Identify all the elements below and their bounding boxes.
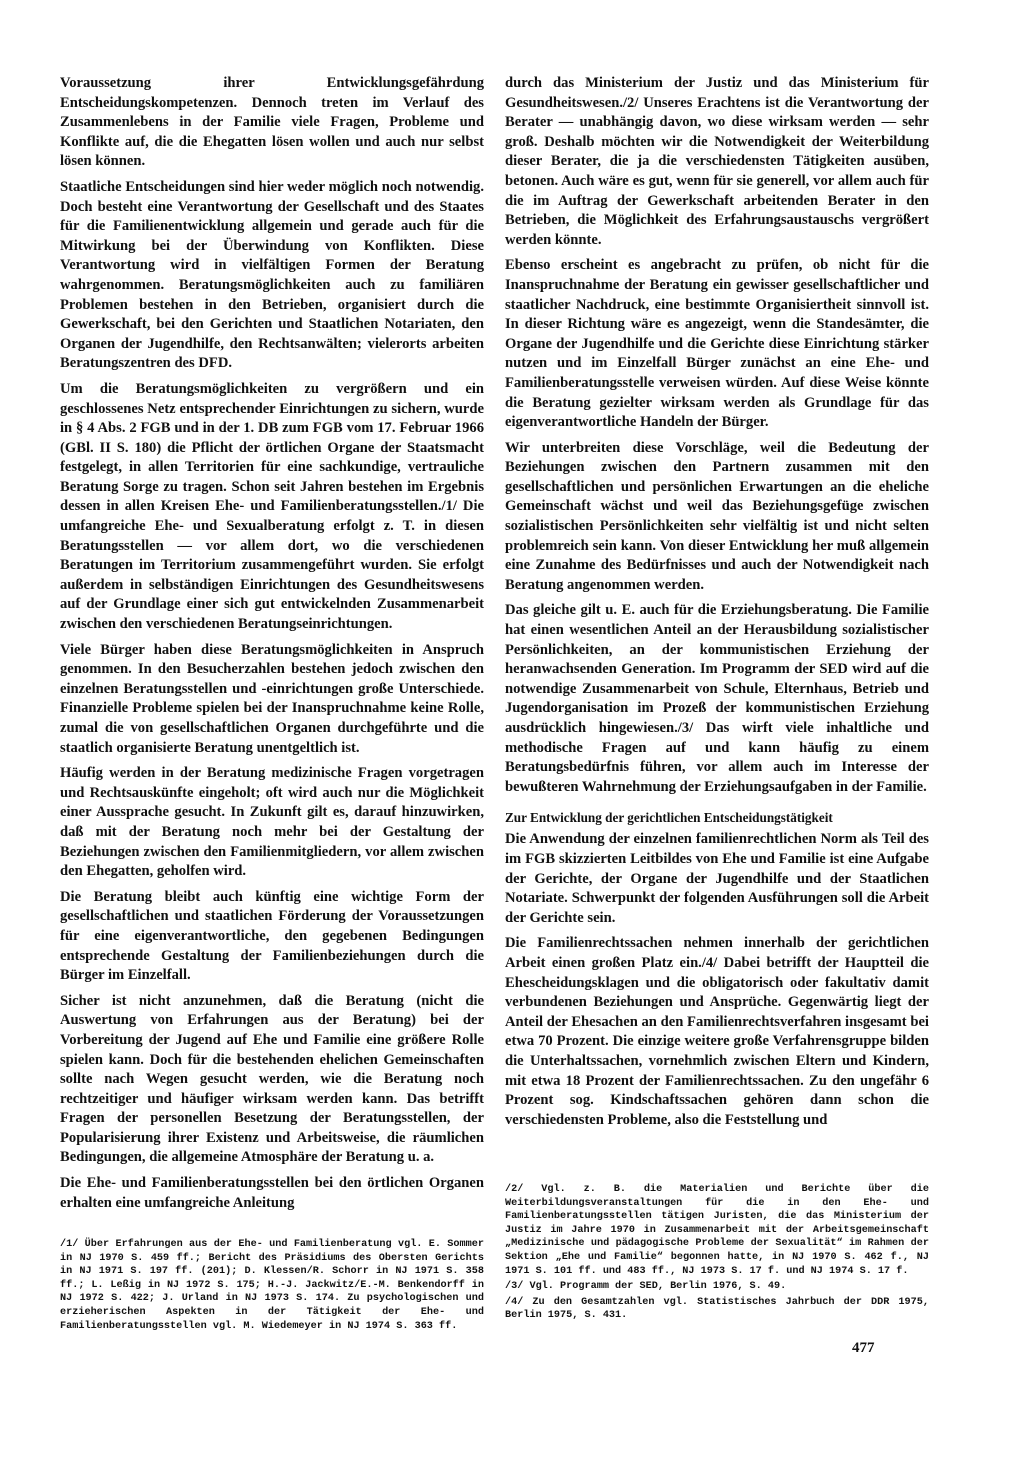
paragraph: Staatliche Entscheidungen sind hier weder möglich noch notwendig. Doch besteht eine Verantwortung der Gesellschaft und des Staates für die Familienentwicklung allgemein und gerade auch für die Mitwirkung bei der Überwindung von Konflikten. Diese Verantwortung wird in vielfältigen Formen der Beratung wahrgenommen. Beratungsmöglichkeiten auch zu familiären Problemen bestehen in den Betrieben, organisiert durch die Gewerkschaft, bei den Gerichten und Staatlichen Notariaten, den Organen der Jugendhilfe, den Rechtsanwälten; vielerorts arbeiten Beratungszentren des DFD.: [60, 178, 484, 372]
left-column: [60, 74, 484, 1219]
page-number: 477: [852, 1340, 875, 1356]
paragraph: Viele Bürger haben diese Beratungsmöglichkeiten in Anspruch genommen. In den Besucherzahlen bestehen jedoch zwischen den einzelnen Beratungsstellen und -einrichtungen große Unterschiede. Finanzielle Probleme spielen bei der Inanspruchnahme keine Rolle, zumal die von gesellschaftlichen Organen durchgeführte und die staatlich organisierte Beratung unentgeltlich ist.: [60, 641, 484, 756]
footnotes-right: [505, 1183, 929, 1325]
paragraph: Die Beratung bleibt auch künftig eine wichtige Form der gesellschaftlichen und staatlichen Förderung der Voraussetzungen für eine eigenverantwortliche, den gegebenen Bedingungen entsprechende Gestaltung der Familienbeziehungen durch die Bürger im Einzelfall.: [60, 888, 484, 984]
paragraph: Ebenso erscheint es angebracht zu prüfen, ob nicht für die Inanspruchnahme der Beratung ein gewisser gesellschaftlicher und staatlicher Nachdruck, eine bestimmte Organisiertheit sinnvoll ist. In dieser Richtung wäre es angezeigt, wenn die Standesämter, die Organe der Jugendhilfe und die Gerichte diese Einrichtung stärker nutzen und im Einzelfall Bürger zunächst an eine Ehe- und Familienberatungsstelle verweisen würden. Auf diese Weise könnte die Beratung gezielter wirksam werden als Grundlage für das eigenverantwortliche Handeln der Bürger.: [505, 257, 929, 431]
paragraph: Häufig werden in der Beratung medizinische Fragen vorgetragen und Rechtsauskünfte eingeholt; oft wird auch nur die Möglichkeit einer Aussprache gesucht. In Zukunft gilt es, darauf hinzuwirken, daß mit der Beratung noch mehr bei der Gestaltung der Beziehungen zwischen den Familienmitgliedern, vor allem zwischen den Ehegatten, geholfen wird.: [60, 765, 484, 880]
footnote: /2/ Vgl. z. B. die Materialien und Berichte über die Weiterbildungsveranstaltungen für die in den Ehe- und Familienberatungsstellen tätigen Juristen, die das Ministerium der Justiz im Jahre 1970 in Zusammenarbeit mit der Arbeitsgemeinschaft „Medizinische und pädagogische Probleme der Sexualität“ im Rahmen der Sektion „Ehe und Familie“ begonnen hatte, in NJ 1970 S. 462 f., NJ 1971 S. 101 ff. und 483 ff., NJ 1973 S. 17 f. und NJ 1974 S. 17 f.: [505, 1184, 929, 1277]
footnote: /4/ Zu den Gesamtzahlen vgl. Statistisches Jahrbuch der DDR 1975, Berlin 1975, S. 431.: [505, 1296, 929, 1322]
right-column: [505, 74, 929, 1136]
footnotes-left: [60, 1238, 484, 1335]
paragraph: Voraussetzung ihrer Entwicklungsgefährdung Entscheidungskompetenzen. Dennoch treten im Verlauf des Zusammenlebens in der Familie viele Fragen, Probleme und Konflikte auf, die die Ehegatten lösen wollen und auch nur selbst lösen können.: [60, 75, 484, 170]
footnote: /1/ Über Erfahrungen aus der Ehe- und Familienberatung vgl. E. Sommer in NJ 1970 S. 459 ff.; Bericht des Präsidiums des Obersten Gerichts in NJ 1971 S. 197 ff. (201); D. Klessen/R. Schorr in NJ 1971 S. 358 ff.; L. Leßig in NJ 1972 S. 175; H.-J. Jackwitz/E.-M. Benkendorff in NJ 1972 S. 422; J. Urland in NJ 1973 S. 174. Zu psychologischen und erzieherischen Aspekten in der Tätigkeit der Ehe- und Familienberatungsstellen vgl. M. Wiedemeyer in NJ 1974 S. 363 ff.: [60, 1239, 484, 1332]
paragraph: Wir unterbreiten diese Vorschläge, weil die Bedeutung der Beziehungen zwischen den Partnern zusammen mit den gesellschaftlichen und persönlichen Erwartungen an die eheliche Gemeinschaft wächst und weil das Beziehungsgefüge zwischen sozialistischen Persönlichkeiten sehr vielfältig ist und nicht selten problemreich sein kann. Von dieser Entwicklung her muß allgemein eine Zunahme des Bedürfnisses und auch der Notwendigkeit nach Beratung angenommen werden.: [505, 439, 929, 593]
paragraph: Die Ehe- und Familienberatungsstellen bei den örtlichen Organen erhalten eine umfangreiche Anleitung: [60, 1175, 484, 1211]
paragraph: durch das Ministerium der Justiz und das Ministerium für Gesundheitswesen./2/ Unseres Erachtens ist die Verantwortung der Berater — unabhängig davon, wo diese wirksam werden — sehr groß. Deshalb möchten wir die Notwendigkeit der Weiterbildung dieser Berater, die ja die verschiedensten Tätigkeiten ausüben, betonen. Auch wäre es gut, wenn für sie generell, vor allem auch für die im Auftrag der Gewerkschaft arbeitenden Berater in den Betrieben, die Möglichkeit des Erfahrungsaustauschs vergrößert werden könnte.: [505, 75, 929, 248]
footnote: /3/ Vgl. Programm der SED, Berlin 1976, S. 49.: [505, 1281, 787, 1293]
paragraph: Um die Beratungsmöglichkeiten zu vergrößern und ein geschlossenes Netz entsprechender Einrichtungen zu sichern, wurde in § 4 Abs. 2 FGB und in der 1. DB zum FGB vom 17. Februar 1966 (GBl. II S. 180) die Pflicht der örtlichen Organe der Staatsmacht festgelegt, in allen Territorien für eine sachkundige, vertrauliche Beratung Sorge zu tragen. Schon seit Jahren bestehen im Ergebnis dessen in allen Kreisen Ehe- und Familienberatungsstellen./1/ Die umfangreiche Ehe- und Sexualberatung erfolgt z. T. in diesen Beratungsstellen — vor allem dort, wo die verschiedenen Beratungen im Territorium zusammengeführt wurden. Sie erfolgt außerdem in selbständigen Einrichtungen des Gesundheitswesens auf der Grundlage einer sich gut entwickelnden Zusammenarbeit zwischen den verschiedenen Beratungseinrichtungen.: [60, 380, 484, 633]
paragraph: Sicher ist nicht anzunehmen, daß die Beratung (nicht die Auswertung von Erfahrungen aus der Beratung) bei der Vorbereitung der Jugend auf Ehe und Familie eine größere Rolle spielen kann. Doch für die bestehenden ehelichen Gemeinschaften sollte nach Wegen gesucht werden, wie die Beratung noch rechtzeitiger und häufiger wirksam werden kann. Das betrifft Fragen der personellen Besetzung der Beratungsstellen, der Popularisierung ihrer Existenz und Arbeitsweise, die räumlichen Bedingungen, die allgemeine Atmosphäre der Beratung u. a.: [60, 992, 484, 1166]
section-heading: Zur Entwicklung der gerichtlichen Entscheidungstätigkeit: [505, 810, 833, 826]
paragraph: Die Familienrechtssachen nehmen innerhalb der gerichtlichen Arbeit einen großen Platz ein./4/ Dabei betrifft der Hauptteil die Ehescheidungsklagen und die obligatorisch oder fakultativ damit verbundenen Beziehungen und Ansprüche. Gegenwärtig liegt der Anteil der Ehesachen an den Familienrechtsverfahren insgesamt bei etwa 70 Prozent. Die einzige weitere große Verfahrensgruppe bilden die Unterhaltssachen, vornehmlich zwischen Eltern und Kindern, mit etwa 18 Prozent der Familienrechtssachen. Zu den ungefähr 6 Prozent sog. Kindschaftssachen gehören dann schon die verschiedensten Probleme, also die Feststellung und: [505, 935, 929, 1128]
paragraph: Die Anwendung der einzelnen familienrechtlichen Norm als Teil des im FGB skizzierten Leitbildes von Ehe und Familie ist eine Aufgabe der Gerichte, der Organe der Jugendhilfe und der Staatlichen Notariate. Schwerpunkt der folgenden Ausführungen soll die Arbeit der Gerichte sein.: [505, 831, 929, 926]
paragraph: Das gleiche gilt u. E. auch für die Erziehungsberatung. Die Familie hat einen wesentlichen Anteil an der Herausbildung sozialistischer Persönlichkeiten, an der kommunistischen Erziehung der heranwachsenden Generation. Im Programm der SED wird auf die notwendige Zusammenarbeit von Schule, Elternhaus, Betrieb und Jugendorganisation im Prozeß der kommunistischen Erziehung ausdrücklich hingewiesen./3/ Das wirft viele inhaltliche und methodische Fragen auf und kann häufig zu einem Beratungsbedürfnis führen, vor allem auch im Interesse der bewußteren Wahrnehmung der Erziehungsaufgaben in der Familie.: [505, 602, 929, 795]
